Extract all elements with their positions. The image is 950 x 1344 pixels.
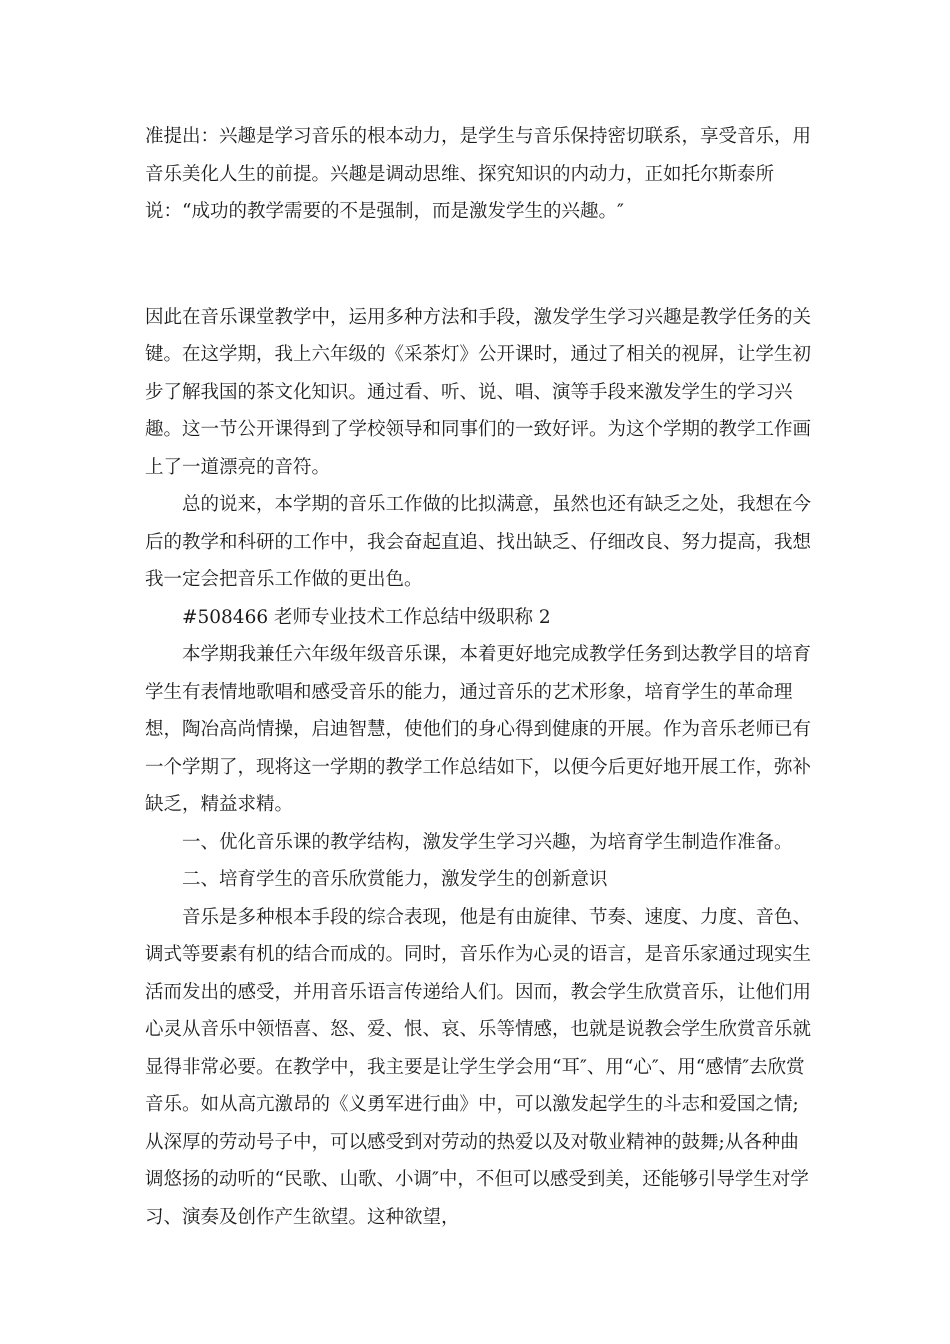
paragraph-summary: 总的说来，本学期的音乐工作做的比拟满意，虽然也还有缺乏之处，我想在今后的教学和科研的工作中，我会奋起直追、找出缺乏、仔细改良、努力提高，我想我一定会把音乐工作做的更出色。 (145, 494, 812, 590)
paragraph-classroom-teaching: 因此在音乐课堂教学中，运用多种方法和手段，激发学生学习兴趣是教学任务的关键。在这学期，我上六年级的《采茶灯》公开课时，通过了相关的视屏，让学生初步了解我国的茶文化知识。通过看、听、说、唱、演等手段来激发学生的学习兴趣。这一节公开课得到了学校领导和同事们的一致好评。为这个学期的教学工作画上了一道漂亮的音符。 (145, 306, 812, 478)
list-item-two: 二、培育学生的音乐欣赏能力，激发学生的创新意识 (182, 869, 608, 890)
paragraph-semester-intro: 本学期我兼任六年级年级音乐课，本着更好地完成教学任务到达教学目的培育学生有表情地歌唱和感受音乐的能力，通过音乐的艺术形象，培育学生的革命理想，陶冶高尚情操，启迪智慧，使他们的身心得到健康的开展。作为音乐老师已有一个学期了，现将这一学期的教学工作总结如下，以便今后更好地开展工作，弥补缺乏，精益求精。 (145, 644, 812, 815)
paragraph-gap (145, 231, 815, 299)
document-body (145, 118, 815, 1236)
section-heading: #508466 老师专业技术工作总结中级职称 2 (182, 606, 551, 628)
paragraph-music-appreciation: 音乐是多种根本手段的综合表现，他是有由旋律、节奏、速度、力度、音色、调式等要素有机的结合而成的。同时，音乐作为心灵的语言，是音乐家通过现实生活而发出的感受，并用音乐语言传递给人们。因而，教会学生欣赏音乐，让他们用心灵从音乐中领悟喜、怒、爱、恨、哀、乐等情感，也就是说教会学生欣赏音乐就显得非常必要。在教学中，我主要是让学生学会用“耳″、用“心″、用“感情″去欣赏音乐。如从高亢激昂的《义勇军进行曲》中，可以激发起学生的斗志和爱国之情;从深厚的劳动号子中，可以感受到对劳动的热爱以及对敬业精神的鼓舞;从各种曲调悠扬的动听的“民歌、山歌、小调″中，不但可以感受到美，还能够引导学生对学习、演奏及创作产生欲望。这种欲望， (145, 906, 812, 1228)
list-item-one: 一、优化音乐课的教学结构，激发学生学习兴趣，为培育学生制造作准备。 (182, 831, 793, 853)
paragraph-interest-motivation: 准提出：兴趣是学习音乐的根本动力，是学生与音乐保持密切联系，享受音乐，用音乐美化人生的前提。兴趣是调动思维、探究知识的内动力，正如托尔斯泰所说：“成功的教学需要的不是强制，而是激发学生的兴趣。″ (145, 126, 812, 222)
